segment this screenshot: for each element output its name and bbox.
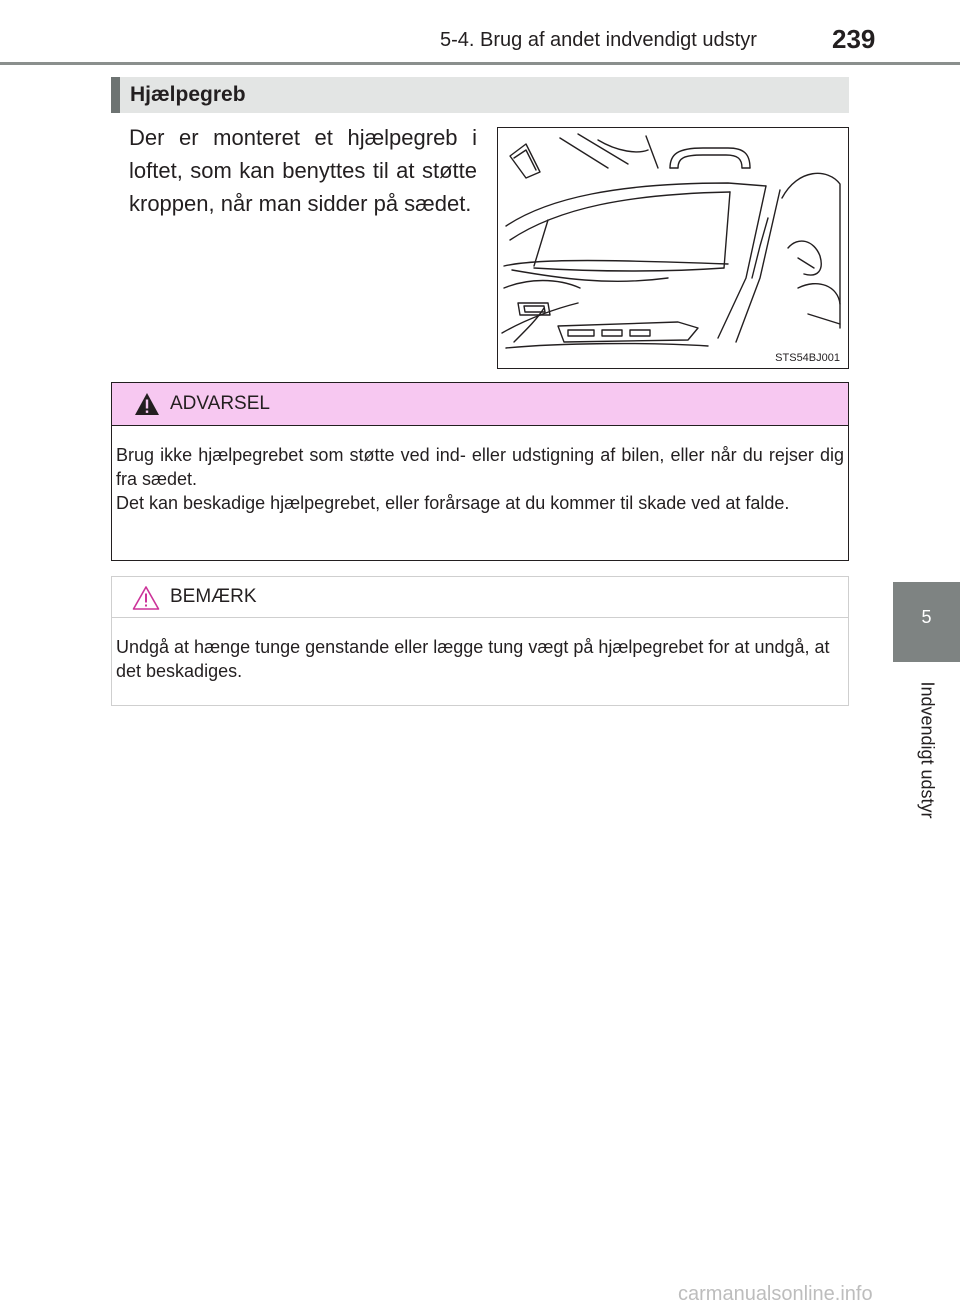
- warning-box: [111, 382, 849, 561]
- car-interior-drawing: [498, 128, 847, 367]
- chapter-tab: [893, 582, 960, 662]
- notice-label: BEMÆRK: [170, 586, 257, 607]
- warning-header: [112, 383, 848, 426]
- notice-text: Undgå at hænge tunge genstande eller lægge tung vægt på hjælpegrebet for at undgå, at det beskadiges.: [116, 637, 830, 681]
- warning-triangle-icon: [134, 392, 160, 416]
- section-heading-bar: [111, 77, 849, 113]
- warning-text: [112, 426, 848, 515]
- intro-paragraph: Der er monteret et hjælpegreb i loftet, som kan benyttes til at støtte kroppen, når man sidder på sædet.: [129, 125, 477, 216]
- running-header-title: 5-4. Brug af andet indvendigt udstyr: [440, 29, 757, 51]
- warning-text-line1: Brug ikke hjælpegrebet som støtte ved ind- eller udstigning af bilen, eller når du rejser dig fra sædet.: [116, 445, 844, 489]
- caution-triangle-icon: [132, 585, 160, 611]
- header-rule: [0, 62, 960, 65]
- notice-header: [112, 577, 848, 618]
- notice-box: [111, 576, 849, 706]
- watermark: carmanualsonline.info: [678, 1283, 873, 1305]
- assist-grip-illustration: [497, 127, 849, 369]
- warning-text-line2: Det kan beskadige hjælpegrebet, eller forårsage at du kommer til skade ved at falde.: [116, 493, 790, 513]
- figure-code: STS54BJ001: [775, 352, 840, 364]
- page-number: 239: [832, 24, 876, 54]
- chapter-tab-number: 5: [921, 607, 932, 627]
- section-title: Hjælpegreb: [130, 83, 246, 106]
- chapter-side-label: Indvendigt udstyr: [917, 681, 938, 819]
- warning-label: ADVARSEL: [170, 393, 270, 414]
